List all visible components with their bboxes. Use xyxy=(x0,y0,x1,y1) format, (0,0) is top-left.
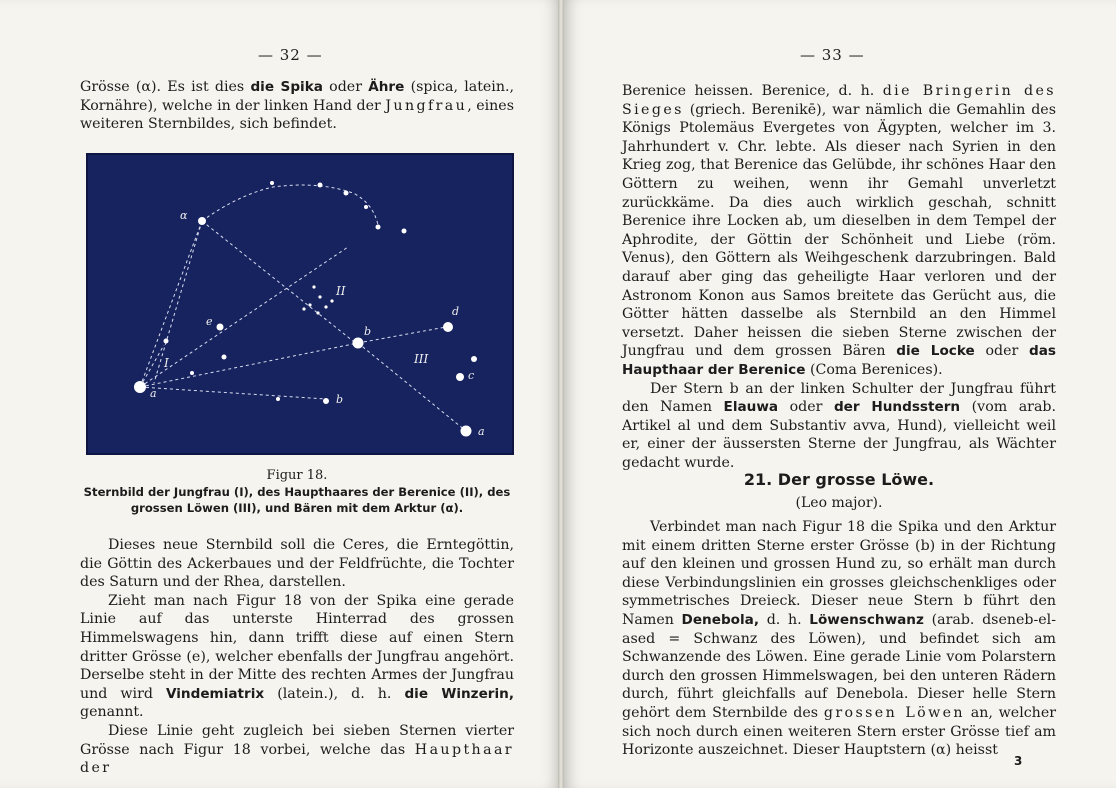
label-b-mid: b xyxy=(364,325,372,338)
section-heading: 21. Der grosse Löwe. xyxy=(743,470,935,489)
text-run: oder xyxy=(778,399,834,416)
line-alpha-denebola xyxy=(202,221,358,345)
text-run: Zieht man nach Figur 18 von der Spika eine gerade Linie auf das unterste Hinterrad des grossen Himmelswagens hin, dann trifft diese auf einen Stern dritter Grösse (e), welcher ebenfalls der Jungfrau angehört. Derselbe steht in der Mitte des rechten Armes der Jungfrau und wird xyxy=(80,592,514,702)
bold-term: Elauwa xyxy=(723,399,779,416)
label-b-low: b xyxy=(336,393,344,406)
star-e xyxy=(217,324,224,331)
star-virgo-1 xyxy=(164,339,169,344)
star-virgo-3 xyxy=(190,371,194,375)
page-number-right: — 33 — xyxy=(800,46,865,64)
text-run: (latein.), d. h. xyxy=(264,685,405,702)
bold-term: die Spika xyxy=(250,79,323,95)
right-text-top xyxy=(622,82,1056,472)
text-run: (griech. Berenikē), war nämlich die Gemahlin des Königs Ptolemäus Evergetes von Ägypten, welcher im 3. Jahrhundert v. Chr. lebte. Als dieser nach Syrien in den Krieg zog, that Berenice das Gelübde, ihr schönes Haar den Göttern zu weihen, wenn ihr Gemahl unverletzt zurückkäme. Da dies auch wirklich geschah, schnitt Berenice ihre Locken ab, um dieselben in dem Tempel der Aphrodite, der Göttin der Schönheit und Liebe (röm. Venus), den Göttern als Weihgeschenk darzubringen. Bald darauf aber ging das geheiligte Haar verloren und der Astronom Konon aus Samos breitete das Gerücht aus, die Götter hätten dasselbe als Sternbild an den Himmel versetzt. Daher heissen die sieben Sterne zwischen der Jungfrau und dem grossen Bären xyxy=(622,101,1056,360)
text-run: (arab. dseneb-el-ased = Schwanz des Löwen), und befindet sich am Schwanzende des Löwen. Eine gerade Linie vom Polarstern durch den grossen Himmelswagen, bei den unteren Rädern durch, führt gleichfalls auf Denebola. Dieser helle Stern gehört dem Sternbilde des xyxy=(622,611,1056,721)
star-virgo-4 xyxy=(276,397,280,401)
star-coma-5 xyxy=(302,307,305,310)
star-regulus xyxy=(461,426,472,437)
line-denebola-d xyxy=(358,327,446,343)
spaced-term: die Bringerin des Sieges xyxy=(622,83,1056,118)
star-arc-3 xyxy=(344,191,349,196)
text-run: Dieses neue Sternbild soll die Ceres, die Erntegöttin, die Göttin des Ackerbaues und der Feldfrüchte, die Tochter des Saturn und der Rhea, darstellen. xyxy=(80,537,514,591)
star-coma-4 xyxy=(324,305,327,308)
line-spika-denebola xyxy=(140,343,358,387)
bold-term: das Haupthaar der Berenice xyxy=(622,343,1057,378)
star-arc-5 xyxy=(376,225,381,230)
star-leo-1 xyxy=(471,356,477,362)
paragraph xyxy=(80,536,514,592)
label-a-right: a xyxy=(478,425,485,438)
line-alpha-spika xyxy=(140,221,202,387)
bold-term: die Winzerin, xyxy=(404,685,514,702)
star-coma-1 xyxy=(312,285,315,288)
bold-term: der Hundsstern xyxy=(833,399,961,416)
line-spika-e xyxy=(140,247,348,387)
star-virgo-2 xyxy=(222,355,227,360)
paragraph xyxy=(622,82,1056,380)
text-run: (Coma Berenices). xyxy=(805,361,943,378)
star-arc-6 xyxy=(402,229,407,234)
text-run: Berenice heissen. Berenice, d. h. xyxy=(622,83,883,99)
label-alpha: α xyxy=(180,209,188,222)
left-text-top xyxy=(80,78,514,134)
page-number-left: — 32 — xyxy=(258,46,323,64)
line-spika-low xyxy=(140,387,326,399)
section-subheading: (Leo major). xyxy=(795,495,883,511)
star-arc-4 xyxy=(364,205,368,209)
spaced-term: grossen Löwen xyxy=(823,704,965,721)
spaced-term: Jungfrau xyxy=(385,97,468,114)
label-c: c xyxy=(468,369,475,382)
star-spika xyxy=(134,381,146,393)
label-roman-3: III xyxy=(414,352,429,366)
bold-term: Vindemiatrix xyxy=(165,685,265,702)
signature-mark: 3 xyxy=(1014,754,1023,768)
line-denebola-a xyxy=(358,343,466,431)
paragraph xyxy=(80,78,514,134)
label-d: d xyxy=(452,305,460,318)
paragraph xyxy=(622,518,1056,760)
label-e: e xyxy=(206,315,213,328)
label-a-spika: a xyxy=(150,387,157,400)
book-gutter xyxy=(558,0,564,788)
star-denebola xyxy=(353,338,364,349)
label-roman-2: II xyxy=(336,284,346,298)
line-coma-arc xyxy=(202,185,378,225)
text-run: genannt. xyxy=(80,704,144,721)
star-b-low xyxy=(323,398,329,404)
text-run: (spica, latein., Kornähre), welche in der linken Hand der xyxy=(80,79,514,114)
constellation-svg xyxy=(88,155,512,453)
text-run: Verbindet man nach Figur 18 die Spika und den Arktur mit einem dritten Sterne erster Grösse (b) in der Richtung auf den kleinen und grossen Hund zu, so erhält man durch diese Verbindungslinien ein grosses gleichschenkliges oder symmetrisches Dreieck. Dieser neue Stern b führt den Namen xyxy=(622,519,1056,628)
figure-caption: Sternbild der Jungfrau (I), des Haupthaares der Berenice (II), des grossen Löwen (III), und Bären mit dem Arktur (α). xyxy=(83,485,511,515)
star-coma-2 xyxy=(318,295,321,298)
text-run: , eines weiteren Sternbildes, sich befindet. xyxy=(80,97,514,133)
line-spika-left xyxy=(140,345,164,387)
paragraph xyxy=(80,592,514,722)
paragraph xyxy=(622,380,1056,473)
text-run: an, welcher sich noch durch einen weiteren Stern erster Grösse tief am Horizonte auszeichnet. Dieser Hauptstern (α) heisst xyxy=(622,704,1056,759)
right-text-bottom xyxy=(622,518,1056,760)
line-alpha-spika-2 xyxy=(154,221,202,383)
bold-term: Denebola, xyxy=(681,611,760,628)
paragraph xyxy=(80,722,514,778)
figure-title: Figur 18. xyxy=(266,468,328,483)
star-arc-1 xyxy=(270,181,274,185)
text-run: (vom arab. Artikel al und dem Substantiv avva, Hund), vielleicht weil er, einer der äussersten Sterne der Jungfrau, als Wächter gedacht wurde. xyxy=(622,399,1057,471)
star-c xyxy=(456,373,464,381)
star-coma-6 xyxy=(330,299,333,302)
text-run: Grösse (α). Es ist dies xyxy=(80,79,251,95)
text-run: d. h. xyxy=(759,611,810,628)
text-run: Der Stern b an der linken Schulter der Jungfrau führt den Namen xyxy=(622,380,1056,416)
star-coma-3 xyxy=(308,303,311,306)
spaced-term: Haupthaar der xyxy=(80,741,514,777)
bold-term: Löwenschwanz xyxy=(809,611,924,628)
text-run: Diese Linie geht zugleich bei sieben Sternen vierter Grösse nach Figur 18 vorbei, welche das xyxy=(80,722,514,758)
text-run: oder xyxy=(974,343,1030,360)
text-run: oder xyxy=(322,79,369,95)
right-page xyxy=(562,0,1116,788)
star-coma-7 xyxy=(316,311,319,314)
bold-term: die Locke xyxy=(896,343,975,360)
star-d xyxy=(443,322,453,332)
figure-18-star-chart xyxy=(86,153,514,455)
label-roman-1: I xyxy=(164,356,169,370)
bold-term: Ähre xyxy=(368,79,405,95)
star-alpha-arktur xyxy=(198,217,206,225)
star-arc-2 xyxy=(318,183,323,188)
left-text-bottom xyxy=(80,536,514,778)
